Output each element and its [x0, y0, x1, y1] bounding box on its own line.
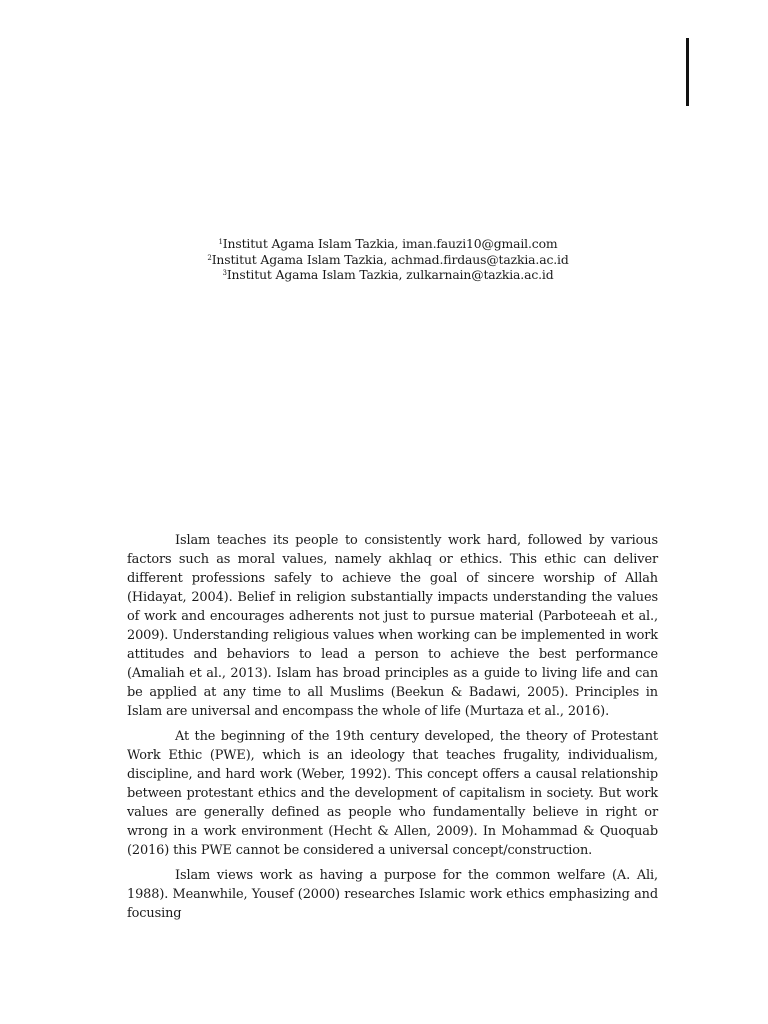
paragraph-3: Islam views work as having a purpose for the common welfare (A. Ali, 1988). Meanwhile, Yousef (2000) researches Islamic work ethics emphasizing and focusing	[127, 868, 658, 921]
affiliation-text: Institut Agama Islam Tazkia, zulkarnain@tazkia.ac.id	[226, 267, 554, 282]
page-edge-bar	[686, 38, 689, 106]
affiliation-line-1	[0, 236, 768, 252]
affiliation-text: Institut Agama Islam Tazkia, iman.fauzi10@gmail.com	[222, 236, 558, 251]
affiliation-marker: 1	[218, 238, 223, 246]
affiliation-marker: 2	[207, 253, 212, 262]
affiliation-text: Institut Agama Islam Tazkia, achmad.firdaus@tazkia.ac.id	[211, 251, 569, 267]
affiliation-line-3	[0, 267, 768, 283]
affiliation-marker: 3	[222, 269, 227, 277]
body-text	[127, 531, 658, 923]
paragraph-1: Islam teaches its people to consistently work hard, followed by various factors such as moral values, namely akhlaq or ethics. This ethic can deliver different professions safely to achieve the goal of sincere worship of Allah (Hidayat, 2004). Belief in religion substantially impacts understanding the values of work and encourages adherents not just to pursue material (Parboteeah et al., 2009). Understanding religious values when working can be implemented in work attitudes and behaviors to lead a person to achieve the best performance (Amaliah et al., 2013). Islam has broad principles as a guide to living life and can be applied at any time to all Muslims (Beekun & Badawi, 2005). Principles in Islam are universal and encompass the whole of life (Murtaza et al., 2016).	[127, 533, 658, 719]
paragraph-2: At the beginning of the 19th century developed, the theory of Protestant Work Ethic (PWE), which is an ideology that teaches frugality, individualism, discipline, and hard work (Weber, 1992). This concept offers a causal relationship between protestant ethics and the development of capitalism in society. But work values are generally defined as people who fundamentally believe in right or wrong in a work environment (Hecht & Allen, 2009). In Mohammad & Quoquab (2016) this PWE cannot be considered a universal concept/construction.	[127, 729, 658, 858]
affiliation-line-2	[0, 252, 768, 268]
author-affiliations	[0, 236, 768, 283]
